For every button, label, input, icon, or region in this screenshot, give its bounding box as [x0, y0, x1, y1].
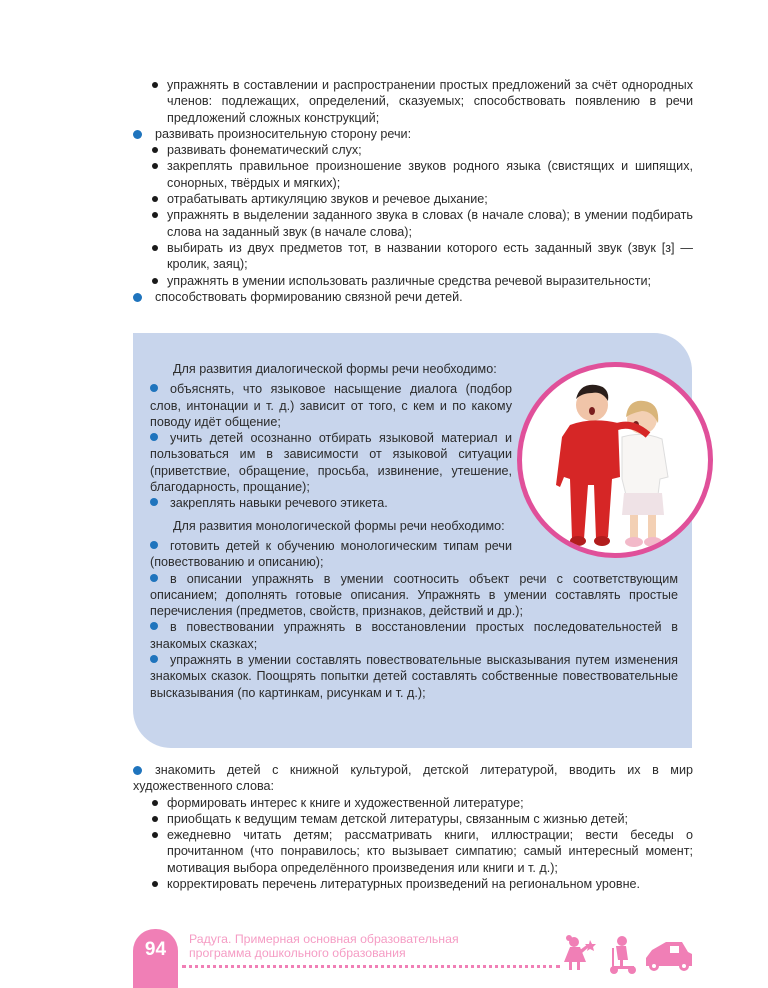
bullet-icon — [150, 655, 158, 663]
box-list-item-text: в описании упражнять в умении соотносить объект речи с соответствующим описанием; дополнять готовые описания. Упражнять в умении составлять простые перечисления (предметов, свойств, признаков, действий и др.); — [150, 571, 678, 619]
scooter-child-icon — [610, 936, 636, 974]
box-list-item-text: готовить детей к обучению монологическим типам речи (повествованию и описанию); — [150, 538, 512, 570]
dialog-intro: Для развития диалогической формы речи необходимо: — [173, 362, 497, 376]
bottom-list — [133, 762, 693, 892]
list-item-text: упражнять в выделении заданного звука в словах (в начале слова); в умении подбирать слова на заданный звук (в начале слова); — [167, 208, 693, 239]
box-list-item — [150, 381, 512, 430]
bullet-icon — [150, 574, 158, 582]
list-item-text: упражнять в умении использовать различные средства речевой выразительности; — [167, 273, 651, 288]
bullet-icon — [133, 293, 142, 302]
boy-body — [556, 420, 620, 539]
footer-dotted-rule — [182, 965, 560, 968]
list-item-text: формировать интерес к книге и художественной литературе; — [167, 795, 524, 810]
bullet-icon — [133, 130, 142, 139]
bullet-icon — [150, 433, 158, 441]
bullet-icon — [152, 832, 158, 838]
list-item-text: развивать произносительную сторону речи: — [155, 126, 412, 141]
list-item-text: отрабатывать артикуляцию звуков и речевое дыхание; — [167, 192, 488, 207]
bullet-icon — [150, 498, 158, 506]
bullet-icon — [152, 196, 158, 202]
bullet-icon — [150, 622, 158, 630]
list-item — [133, 273, 693, 289]
bullet-icon — [150, 384, 158, 392]
bullet-icon — [152, 82, 158, 88]
list-item — [133, 827, 693, 876]
box-list-item — [150, 538, 512, 571]
box-list-item-text: упражнять в умении составлять повествовательные высказывания путем изменения знакомых сказок. Поощрять попытки детей составлять собственные повествовательные высказывания (по картинкам, рисункам и т. д.); — [150, 653, 678, 700]
footer-title — [189, 932, 509, 960]
box-list-item-text: в повествовании упражнять в восстановлении простых последовательностей в знакомых сказках; — [150, 620, 678, 651]
list-item — [133, 207, 693, 240]
box-list-item — [150, 652, 678, 701]
box-list-item-text: закреплять навыки речевого этикета. — [170, 496, 388, 511]
footer-icons-svg — [560, 928, 700, 978]
list-item — [133, 158, 693, 191]
list-item-text: способствовать формированию связной речи детей. — [155, 289, 463, 304]
bullet-icon — [152, 816, 158, 822]
list-item-text: знакомить детей с книжной культурой, детской литературой, вводить их в мир художественного слова: — [133, 763, 693, 794]
list-item — [133, 240, 693, 273]
list-item — [133, 142, 693, 158]
box-list-item-text: объяснять, что языковое насыщение диалога (подбор слов, интонации и т. д.) зависит от того, с кем и по какому поводу идёт общение; — [150, 382, 512, 429]
list-item-text: выбирать из двух предметов тот, в названии которого есть заданный звук (звук [з] — кролик, заяц); — [167, 240, 693, 272]
list-item — [133, 795, 693, 811]
list-item-text: закреплять правильное произношение звуков родного языка (свистящих и шипящих, сонорных, твёрдых и мягких); — [167, 159, 693, 190]
list-item — [133, 191, 693, 207]
list-item-text: упражнять в составлении и распространении простых предложений за счёт однородных членов: подлежащих, определений, сказуемых; способствовать появлению в речи предложений сложных конструкций; — [167, 78, 693, 125]
box-list-item — [150, 619, 678, 652]
list-item-text: корректировать перечень литературных произведений на региональном уровне. — [167, 877, 641, 892]
bullet-icon — [152, 800, 158, 806]
bullet-icon — [152, 147, 158, 153]
top-list — [133, 77, 693, 305]
list-item — [133, 811, 693, 827]
girl-silhouette-icon — [564, 935, 596, 970]
page-number: 94 — [144, 939, 167, 960]
bullet-icon — [152, 212, 158, 218]
bullet-icon — [152, 278, 158, 284]
list-item — [133, 126, 693, 142]
bullet-icon — [152, 163, 158, 169]
car-icon — [646, 942, 692, 971]
girl-shirt — [622, 434, 668, 495]
box-list-item — [150, 430, 512, 495]
list-item — [133, 876, 693, 892]
list-item — [133, 289, 693, 305]
girl-shorts — [622, 493, 664, 515]
children-photo — [517, 362, 713, 558]
bullet-icon — [133, 766, 142, 775]
footer-decorations — [560, 928, 700, 978]
list-item-text: развивать фонематический слух; — [167, 143, 362, 158]
footer-title-line: программа дошкольного образования — [189, 946, 406, 960]
list-item — [133, 762, 693, 795]
list-item-text: приобщать к ведущим темам детской литературы, связанным с жизнью детей; — [167, 811, 628, 826]
bullet-icon — [150, 541, 158, 549]
bullet-icon — [152, 881, 158, 887]
box-list-item — [150, 495, 512, 511]
box-list-item-text: учить детей осознанно отбирать языковой материал и пользоваться им в зависимости от языковой ситуации (приветствие, обращение, просьба, извинение, утешение, благодарность, прощание); — [150, 431, 512, 495]
bullet-icon — [152, 245, 158, 251]
list-item-text: ежедневно читать детям; рассматривать книги, иллюстрации; вести беседы о прочитанном (что понравилось; кто вызывает симпатию; самый интересный момент; мотивация выбора определённого произведения или книги и т. д.); — [167, 828, 693, 875]
footer-title-line: Радуга. Примерная основная образовательная — [189, 932, 459, 946]
monolog-intro: Для развития монологической формы речи необходимо: — [173, 518, 505, 533]
box-list-item — [150, 571, 678, 620]
list-item — [133, 77, 693, 126]
children-illustration — [522, 367, 708, 553]
